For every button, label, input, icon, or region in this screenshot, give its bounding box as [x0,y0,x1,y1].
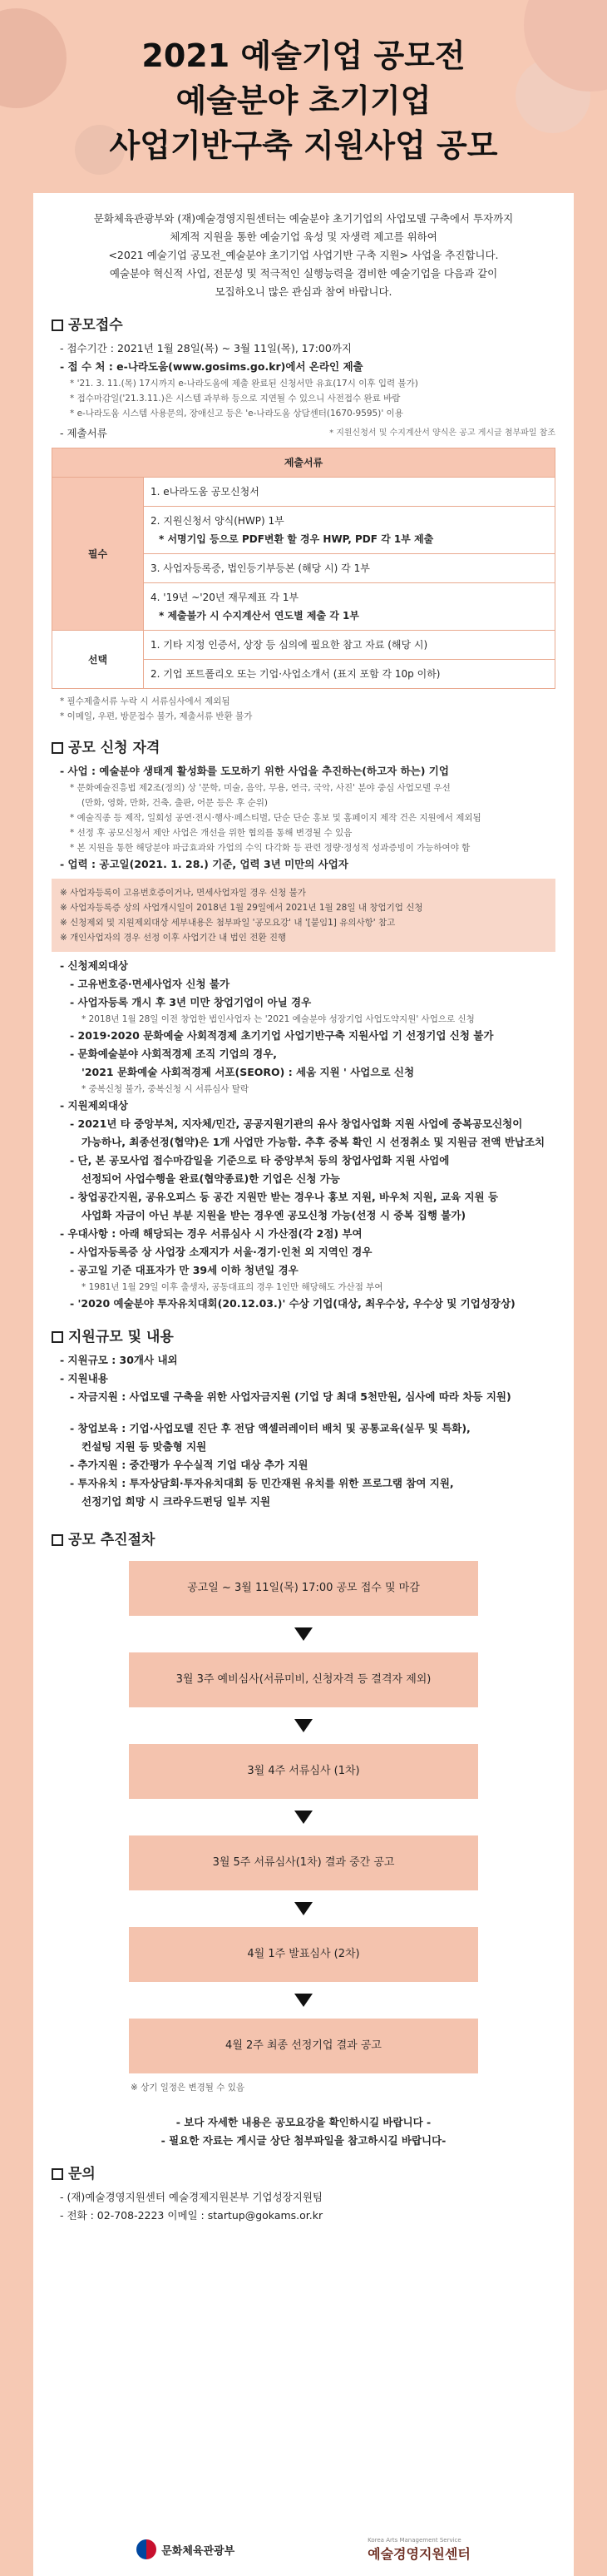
support-item: 선정기업 희망 시 크라우드펀딩 일부 지원 [81,1495,271,1508]
support-exclusion-item: 사업화 자금이 아닌 부분 지원을 받는 경우엔 공모신청 가능(선정 시 중복 집행 불가) [81,1209,466,1221]
arrow-down-icon [294,1994,313,2007]
section-title-eligibility: 공모 신청 자격 [52,739,555,757]
contact-org: - (재)예술경영지원센터 예술경제지원본부 기업성장지원팀 [60,2191,323,2203]
exclusion-title: - 신청제외대상 [60,959,128,972]
process-flow [52,1561,555,2073]
required-item: 4. '19년 ~'20년 재무제표 각 1부 * 제출불가 시 수지계산서 연도별 제출 각 1부 [144,583,555,631]
eligibility-note: * 본 지원을 통한 해당분야 파급효과와 가업의 수익 다각화 등 관련 정량·정성적 성과증빙이 가능하여야 함 [70,843,471,853]
process-step: 3월 4주 서류심사 (1차) [129,1744,478,1799]
bonus-title: - 우대사항 : 아래 해당되는 경우 서류심사 시 가산점(각 2점) 부여 [60,1227,363,1240]
after-note: * 이메일, 우편, 방문접수 불가, 제출서류 반환 불가 [60,711,253,721]
eligibility-note: * 선정 후 공모신청서 제안 사업은 개선을 위한 협의를 통해 변경될 수 있음 [70,828,353,838]
poster-header [0,0,607,193]
eligibility-main: - 사업 : 예술분야 생태계 활성화를 도모하기 위한 사업을 추진하는(하고자 하는) 기업 [60,765,449,777]
checkbox-square-icon [52,1534,63,1546]
support-spacer [52,1406,555,1419]
docs-label: - 제출서류 [60,427,107,439]
contact-info: - 전화 : 02-708-2223 이메일 : startup@gokams.or.kr [60,2209,323,2222]
optional-item: 2. 기업 포트폴리오 또는 기업·사업소개서 (표지 포함 각 10p 이하) [144,660,555,689]
exclusion-item: - 사업자등록 개시 후 3년 미만 창업기업이 아닐 경우 [70,996,312,1008]
bonus-item: - 공고일 기준 대표자가 만 39세 이하 청년일 경우 [70,1264,299,1276]
arrow-down-icon [294,1811,313,1824]
section-title-process: 공모 추진절차 [52,1531,555,1549]
intro-line: <2021 예술기업 공모전_예술분야 초기기업 사업기반 구축 지원> 사업을 추진합니다. [108,249,499,261]
after-note: * 필수제출서류 누락 시 서류심사에서 제외됨 [60,696,230,706]
submission-note: * 접수마감일('21.3.11.)은 시스템 과부하 등으로 지연될 수 있으니 사전접수 완료 바람 [70,394,401,404]
support-scale: - 지원규모 : 30개사 내외 [60,1354,178,1366]
submission-method: - 접 수 처 : e-나라도움(www.gosims.go.kr)에서 온라인 제출 [60,360,363,373]
support-exclusion-item: 가능하나, 최종선정(협약)은 1개 사업만 가능함. 추후 중복 확인 시 선정취소 및 지원금 전액 반납조치 [81,1136,545,1148]
support-exclusion-item: - 2021년 타 중앙부처, 지자체/민간, 공공지원기관의 유사 창업사업화 지원 사업에 중복공모신청이 [70,1117,523,1130]
process-step: 공고일 ~ 3월 11일(목) 17:00 공모 접수 및 마감 [129,1561,478,1616]
required-item: 1. e나라도움 공모신청서 [144,478,555,507]
exclusion-note: * 2018년 1월 28일 이전 창업한 법인사업자 는 '2021 예술분야 성장기업 사업도약지원' 사업으로 신청 [81,1014,475,1024]
arrow-down-icon [294,1627,313,1641]
optional-item: 1. 기타 지정 인증서, 상장 등 심의에 필요한 참고 자료 (해당 시) [144,631,555,660]
process-step: 3월 3주 예비심사(서류미비, 신청자격 등 결격자 제외) [129,1652,478,1707]
arrow-down-icon [294,1719,313,1732]
bonus-note: * 1981년 1월 29일 이후 출생자, 공동대표의 경우 1인만 해당해도 가산점 부여 [81,1282,383,1292]
intro-line: 모집하오니 많은 관심과 참여 바랍니다. [215,285,392,298]
bonus-item: - '2020 예술분야 투자유치대회(20.12.03.)' 수상 기업(대상, 최우수상, 우수상 및 기업성장상) [70,1297,516,1310]
support-exclusion-item: - 단, 본 공모사업 접수마감일을 기준으로 타 중앙부처 등의 창업사업화 지원 사업에 [70,1154,450,1167]
support-exclusion-title: - 지원제외대상 [60,1099,128,1112]
required-item: 2. 지원신청서 양식(HWP) 1부 * 서명기입 등으로 PDF변환 할 경우 HWP, PDF 각 1부 제출 [144,507,555,554]
support-item: 컨설팅 지원 등 맞춤형 지원 [81,1440,207,1453]
submission-period: - 접수기간 : 2021년 1월 28일(목) ~ 3월 11일(목), 17:00까지 [60,342,352,354]
intro-line: 예술분야 혁신적 사업, 전문성 및 적극적인 실행능력을 겸비한 예술기업을 다음과 같이 [109,267,498,280]
exclusion-item: '2021 문화예술 사회적경제 서포(SEORO) : 세움 지원 ' 사업으로 신청 [81,1066,415,1078]
eligibility-age: - 업력 : 공고일(2021. 1. 28.) 기준, 업력 3년 미만의 사업자 [60,858,348,870]
checkbox-square-icon [52,742,63,754]
support-exclusion-item: - 창업공간지원, 공유오피스 등 공간 지원만 받는 경우나 홍보 지원, 바우처 지원, 교육 지원 등 [70,1191,499,1203]
title-line-1: 2021 예술기업 공모전 [141,37,466,74]
support-item: - 투자유치 : 투자상담회·투자유치대회 등 민간재원 유치를 위한 프로그램 참여 지원, [70,1477,454,1489]
eligibility-note: (만화, 영화, 만화, 건축, 출판, 어문 등은 후 순위) [81,798,269,808]
eligibility-note: * 문화예술진흥법 제2조(정의) 상 '문학, 미술, 음악, 무용, 연극, 국악, 사진' 분야 중심 사업모델 우선 [70,783,451,793]
process-note: ※ 상기 일정은 변경될 수 있음 [131,2083,245,2093]
notebox-line: ※ 개인사업자의 경우 선정 이후 사업기간 내 법인 전환 진행 [60,933,287,943]
submission-note: * '21. 3. 11.(목) 17시까지 e-나라도움에 제출 완료된 신청서만 유효(17시 이후 입력 불가) [70,379,418,389]
section-title-submission: 공모접수 [52,316,555,334]
intro-line: 문화체육관광부와 (재)예술경영지원센터는 예술분야 초기기업의 사업모델 구축에서 투자까지 [93,212,514,225]
title-line-3: 사업기반구축 지원사업 공모 [109,127,498,164]
eligibility-notebox [52,879,555,952]
checkbox-square-icon [52,1331,63,1343]
notebox-line: ※ 사업자등록증 상의 사업개시일이 2018년 1월 29일에서 2021년 1월 28일 내 창업기업 신청 [60,903,423,913]
mcst-logo: 문화체육관광부 [136,2539,234,2559]
support-item: - 창업보육 : 기업·사업모델 진단 후 전담 액셀러레이터 배치 및 공통교육(실무 및 특화), [70,1422,471,1434]
bonus-item: - 사업자등록증 상 사업장 소재지가 서울·경기·인천 외 지역인 경우 [70,1246,373,1258]
process-step: 4월 2주 최종 선정기업 결과 공고 [129,2019,478,2073]
kams-logo: Korea Arts Management Service 예술경영지원센터 [368,2536,471,2562]
intro-line: 체계적 지원을 통한 예술기업 육성 및 자생력 제고를 위하여 [170,230,437,243]
documents-table [52,448,555,689]
required-item: 3. 사업자등록증, 법인등기부등본 (해당 시) 각 1부 [144,554,555,583]
exclusion-item: - 문화예술분야 사회적경제 조직 기업의 경우, [70,1048,278,1060]
notebox-line: ※ 사업자등록이 고유번호증이거나, 면세사업자일 경우 신청 불가 [60,888,306,898]
process-step: 4월 1주 발표심사 (2차) [129,1927,478,1982]
exclusion-item: - 2019·2020 문화예술 사회적경제 초기기업 사업기반구축 지원사업 기 선정기업 신청 불가 [70,1029,494,1042]
docs-note: * 지원신청서 및 수지계산서 양식은 공고 게시글 첨부파일 참조 [329,429,555,438]
section-title-contact: 문의 [52,2165,555,2183]
documents-table-header: 제출서류 [52,448,555,478]
closing-text: - 보다 자세한 내용은 공모요강을 확인하시길 바랍니다 - - 필요한 자료는 게시글 상단 첨부파일을 참고하시길 바랍니다- [160,2116,447,2147]
support-item: - 자금지원 : 사업모델 구축을 위한 사업자금지원 (기업 당 최대 5천만원, 심사에 따라 차등 지원) [70,1390,511,1403]
checkbox-square-icon [52,2168,63,2180]
notebox-line: ※ 신청제외 및 지원제외대상 세부내용은 첨부파일 '공모요강' 내 '[붙임1] 유의사항' 참고 [60,918,396,928]
support-exclusion-item: 선정되어 사업수행을 완료(협약종료)한 기업은 신청 가능 [81,1172,340,1185]
support-item: - 추가지원 : 중간평가 우수실적 기업 대상 추가 지원 [70,1459,308,1471]
taegeuk-icon [136,2539,156,2559]
process-step: 3월 5주 서류심사(1차) 결과 중간 공고 [129,1835,478,1890]
checkbox-square-icon [52,320,63,331]
footer-logos [33,2523,574,2576]
eligibility-note: * 예술직종 등 제작, 일회성 공연·전시·행사·페스티벌, 단순 단순 홍보 및 홈페이지 제작 건은 지원에서 제외됨 [70,813,481,823]
arrow-down-icon [294,1902,313,1915]
required-label: 필수 [52,478,144,631]
support-content-title: - 지원내용 [60,1372,108,1385]
submission-note: * e-나라도움 시스템 사용문의, 장애신고 등은 'e-나라도움 상담센터(1670-9595)' 이용 [70,409,403,419]
section-title-support: 지원규모 및 내용 [52,1328,555,1346]
exclusion-note: * 중복신청 불가, 중복신청 시 서류심사 탈락 [81,1084,249,1094]
optional-label: 선택 [52,631,144,689]
title-line-2: 예술분야 초기기업 [175,82,432,119]
intro-text [52,210,555,301]
content-card [33,193,574,2523]
exclusion-item: - 고유번호증·면세사업자 신청 불가 [70,978,230,990]
